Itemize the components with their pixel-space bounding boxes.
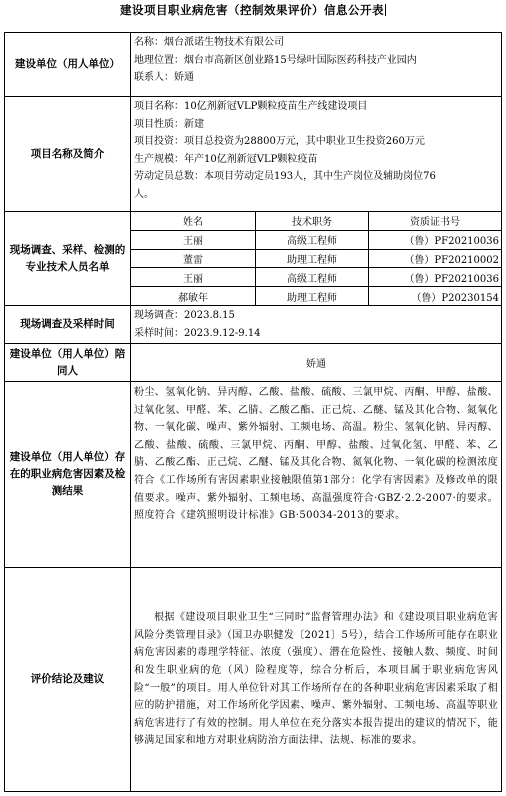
label-project: 项目名称及简介 [5,97,131,212]
value-hazards: 粉尘、氢氧化钠、异丙醇、乙酸、盐酸、硫酸、三氯甲烷、丙酮、甲醇、盐酸、过氧化氢、甲醛、苯、乙腈、乙酸乙酯、正己烷、乙醚、锰及其化合物、氮氧化物、一氧化碳、噪声、紫外辐射、工频电场、高温。粉尘、氢氧化钠、异丙醇、乙酸、盐酸、硫酸、三氯甲烷、丙酮、甲醇、盐酸、过氧化氢、甲醛、苯、乙腈、乙酸乙酯、正己烷、乙醚、锰及其化合物、氮氧化物、一氧化碳的检测浓度符合《工作场所有害因素职业接触限值第1部分：化学有害因素》及修改单的限值要求。噪声、紫外辐射、工频电场、高温强度符合·GBZ·2.2-2007·的要求。照度符合《建筑照明设计标准》GB·50034-2013的要求。 [131,382,502,568]
label-escort: 建设单位（用人单位）陪同人 [5,344,131,382]
staff-name: 董雷 [131,249,256,268]
staff-name: 王丽 [131,268,256,287]
project-name: 项目名称：10亿剂新冠VLP颗粒疫苗生产线建设项目 [134,101,368,112]
unit-contact: 联系人：娇通 [134,72,194,83]
label-unit: 建设单位（用人单位） [5,33,131,97]
staff-header-row [131,212,501,230]
value-conclusion: 根据《建设项目职业卫生“三同时”监督管理办法》和《建设项目职业病危害风险分类管理目录》（国卫办职健发〔2021〕5号），结合工作场所可能存在职业病危害因素的毒理学特征、浓度（强度）、潜在危险性、接触人数、频度、时间和发生职业病的危（风）险程度等，综合分析后，本项目属于职业病危害风险“一般”的项目。用人单位针对其工作场所存在的各种职业病危害因素采取了相应的防护措施，对工作场所化学因素、噪声、紫外辐射、工频电场、高温等职业病危害进行了有效的控制。用人单位在充分落实本报告提出的建议的情况下，能够满足国家和地方对职业病防治方面法律、法规、标准的要求。 [131,568,502,792]
row-hazards [5,382,502,568]
row-escort [5,344,502,382]
value-project [131,97,502,212]
staff-header-cert: 资质证书号 [369,212,502,230]
project-investment: 项目投资：项目总投资为28800万元，其中职业卫生投资260万元 [134,136,425,147]
value-time [131,306,502,344]
staff-title: 高级工程师 [256,230,369,249]
project-staffing: 劳动定员总数：本项目劳动定员193人，其中生产岗位及辅助岗位76 [134,171,436,182]
title-text: 建设项目职业病危害（控制效果评价）信息公开表 [120,3,384,17]
label-staff: 现场调查、采样、检测的专业技术人员名单 [5,212,131,306]
row-project [5,97,502,212]
staff-cert: （鲁）PF20210002 [369,249,502,268]
survey-date: 现场调查：2023.8.15 [134,310,235,321]
info-table [4,32,502,792]
project-staffing-cont: 人。 [134,188,154,200]
staff-name: 郝敏年 [131,287,256,305]
value-unit [131,33,502,97]
staff-header-title: 技术职务 [256,212,369,230]
unit-name: 名称：烟台派诺生物技术有限公司 [134,37,284,48]
label-hazards: 建设单位（用人单位）存在的职业病危害因素及检测结果 [5,382,131,568]
staff-title: 高级工程师 [256,268,369,287]
value-staff [131,212,502,306]
row-conclusion [5,568,502,792]
staff-header-name: 姓名 [131,212,256,230]
staff-name: 王丽 [131,230,256,249]
staff-row [131,268,501,287]
row-staff [5,212,502,306]
row-unit [5,33,502,97]
row-time [5,306,502,344]
staff-title: 助理工程师 [256,249,369,268]
page-title [0,2,506,18]
staff-row [131,287,501,305]
staff-title: 助理工程师 [256,287,369,305]
staff-cert: （鲁）P20230154 [369,287,502,305]
staff-table [131,212,501,305]
staff-cert: （鲁）PF20210036 [369,230,502,249]
text-cursor [385,4,386,16]
staff-row [131,230,501,249]
project-scale: 生产规模：年产10亿剂新冠VLP颗粒疫苗 [134,153,318,165]
label-conclusion: 评价结论及建议 [5,568,131,792]
staff-row [131,249,501,268]
staff-cert: （鲁）PF20210036 [369,268,502,287]
sampling-date: 采样时间：2023.9.12-9.14 [134,327,261,339]
label-time: 现场调查及采样时间 [5,306,131,344]
project-nature: 项目性质：新建 [134,118,204,130]
value-escort: 娇通 [131,344,502,382]
unit-location: 地理位置：烟台市高新区创业路15号绿叶国际医药科技产业园内 [134,54,417,66]
